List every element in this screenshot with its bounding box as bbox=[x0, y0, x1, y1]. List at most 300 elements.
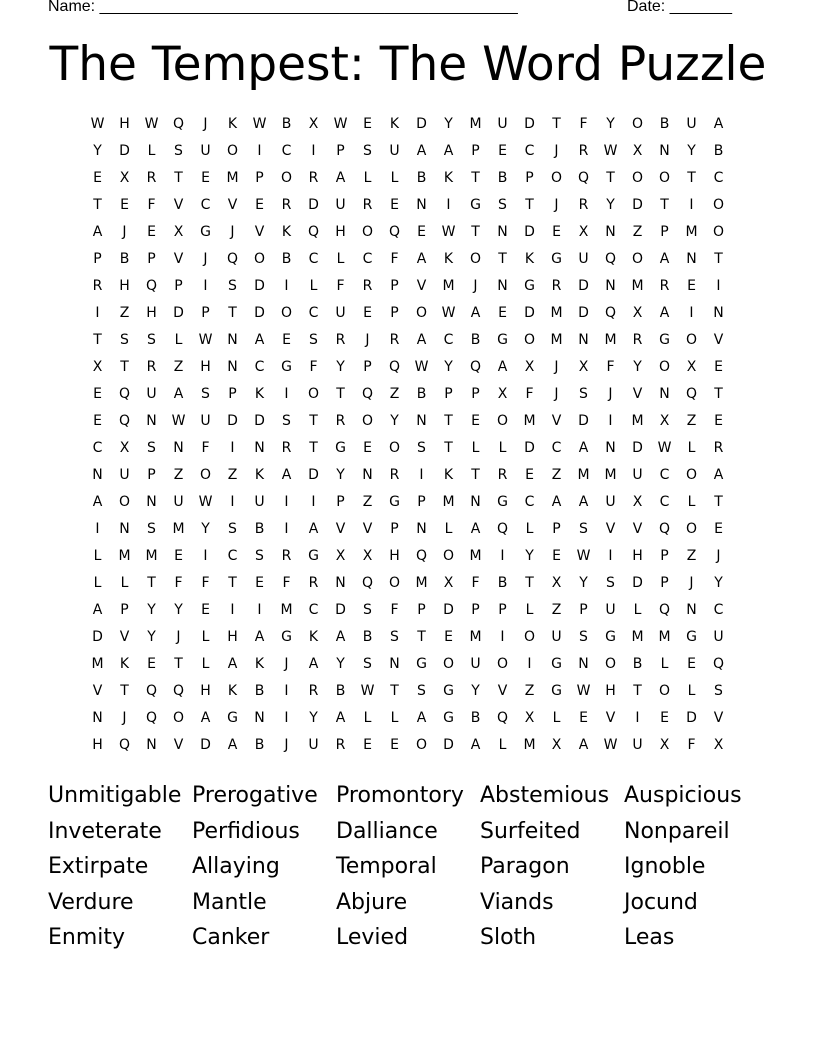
grid-letter[interactable]: Q bbox=[604, 251, 617, 267]
grid-letter[interactable]: O bbox=[496, 413, 509, 429]
grid-letter[interactable]: T bbox=[120, 683, 129, 699]
grid-letter[interactable]: N bbox=[605, 224, 616, 240]
grid-letter[interactable]: Q bbox=[145, 683, 158, 699]
grid-letter[interactable]: I bbox=[608, 413, 613, 429]
grid-letter[interactable]: V bbox=[605, 521, 616, 537]
grid-letter[interactable]: N bbox=[389, 656, 400, 672]
grid-letter[interactable]: X bbox=[362, 548, 373, 564]
grid-letter[interactable]: J bbox=[554, 359, 559, 375]
grid-letter[interactable]: P bbox=[390, 521, 399, 537]
grid-letter[interactable]: C bbox=[254, 359, 265, 375]
grid-letter[interactable]: O bbox=[442, 656, 455, 672]
grid-letter[interactable]: A bbox=[227, 737, 238, 753]
grid-letter[interactable]: B bbox=[497, 170, 508, 186]
grid-letter[interactable]: P bbox=[417, 494, 426, 510]
grid-letter[interactable]: B bbox=[416, 170, 427, 186]
grid-letter[interactable]: S bbox=[606, 575, 615, 591]
grid-letter[interactable]: P bbox=[255, 170, 264, 186]
grid-letter[interactable]: M bbox=[604, 467, 617, 483]
grid-letter[interactable]: O bbox=[550, 170, 563, 186]
grid-letter[interactable]: I bbox=[311, 143, 316, 159]
grid-letter[interactable]: I bbox=[257, 143, 262, 159]
grid-letter[interactable]: L bbox=[552, 710, 561, 726]
grid-letter[interactable]: G bbox=[281, 629, 292, 645]
grid-letter[interactable]: X bbox=[308, 116, 319, 132]
grid-letter[interactable]: O bbox=[712, 197, 725, 213]
grid-letter[interactable]: I bbox=[203, 548, 208, 564]
grid-letter[interactable]: E bbox=[498, 305, 507, 321]
grid-letter[interactable]: S bbox=[579, 629, 588, 645]
grid-letter[interactable]: O bbox=[361, 413, 374, 429]
grid-letter[interactable]: N bbox=[92, 467, 103, 483]
grid-letter[interactable]: P bbox=[336, 143, 345, 159]
grid-letter[interactable]: L bbox=[93, 575, 102, 591]
grid-letter[interactable]: U bbox=[335, 197, 346, 213]
grid-letter[interactable]: S bbox=[714, 683, 723, 699]
grid-letter[interactable]: Y bbox=[174, 602, 183, 618]
grid-letter[interactable]: B bbox=[362, 629, 373, 645]
grid-letter[interactable]: C bbox=[551, 440, 562, 456]
grid-letter[interactable]: O bbox=[685, 332, 698, 348]
grid-letter[interactable]: U bbox=[389, 143, 400, 159]
grid-letter[interactable]: K bbox=[443, 251, 454, 267]
grid-letter[interactable]: O bbox=[199, 467, 212, 483]
grid-letter[interactable]: L bbox=[390, 170, 399, 186]
grid-letter[interactable]: X bbox=[173, 224, 184, 240]
grid-letter[interactable]: V bbox=[632, 521, 643, 537]
grid-letter[interactable]: E bbox=[363, 305, 372, 321]
grid-letter[interactable]: M bbox=[91, 656, 104, 672]
grid-letter[interactable]: T bbox=[309, 440, 318, 456]
grid-letter[interactable]: Y bbox=[336, 467, 345, 483]
grid-letter[interactable]: M bbox=[550, 332, 563, 348]
grid-letter[interactable]: X bbox=[119, 170, 130, 186]
grid-letter[interactable]: S bbox=[579, 386, 588, 402]
grid-letter[interactable]: H bbox=[389, 548, 400, 564]
grid-letter[interactable]: D bbox=[524, 440, 535, 456]
grid-letter[interactable]: U bbox=[470, 656, 481, 672]
grid-letter[interactable]: C bbox=[713, 602, 724, 618]
grid-letter[interactable]: G bbox=[200, 224, 211, 240]
grid-letter[interactable]: R bbox=[335, 332, 346, 348]
grid-letter[interactable]: T bbox=[228, 575, 237, 591]
grid-letter[interactable]: O bbox=[631, 170, 644, 186]
grid-letter[interactable]: E bbox=[255, 197, 264, 213]
grid-letter[interactable]: P bbox=[660, 224, 669, 240]
grid-letter[interactable]: P bbox=[174, 278, 183, 294]
grid-letter[interactable]: V bbox=[632, 386, 643, 402]
grid-letter[interactable]: W bbox=[144, 116, 159, 132]
grid-letter[interactable]: Y bbox=[606, 197, 615, 213]
grid-letter[interactable]: V bbox=[92, 683, 103, 699]
grid-letter[interactable]: F bbox=[390, 251, 399, 267]
grid-letter[interactable]: Q bbox=[658, 602, 671, 618]
grid-letter[interactable]: Y bbox=[633, 359, 642, 375]
grid-letter[interactable]: S bbox=[201, 386, 210, 402]
grid-letter[interactable]: I bbox=[311, 494, 316, 510]
grid-letter[interactable]: I bbox=[500, 548, 505, 564]
grid-letter[interactable]: L bbox=[525, 521, 534, 537]
grid-letter[interactable]: A bbox=[659, 251, 670, 267]
grid-letter[interactable]: A bbox=[416, 710, 427, 726]
grid-letter[interactable]: Z bbox=[632, 224, 643, 240]
grid-letter[interactable]: X bbox=[92, 359, 103, 375]
grid-letter[interactable]: E bbox=[120, 197, 129, 213]
grid-letter[interactable]: M bbox=[469, 629, 482, 645]
grid-letter[interactable]: T bbox=[660, 197, 669, 213]
grid-letter[interactable]: A bbox=[578, 440, 589, 456]
grid-letter[interactable]: A bbox=[173, 386, 184, 402]
grid-letter[interactable]: W bbox=[198, 332, 213, 348]
grid-letter[interactable]: C bbox=[308, 305, 319, 321]
grid-letter[interactable]: D bbox=[578, 413, 589, 429]
grid-letter[interactable]: D bbox=[254, 413, 265, 429]
grid-letter[interactable]: T bbox=[471, 224, 480, 240]
grid-letter[interactable]: Z bbox=[551, 467, 562, 483]
grid-letter[interactable]: L bbox=[633, 602, 642, 618]
grid-letter[interactable]: I bbox=[203, 278, 208, 294]
grid-letter[interactable]: H bbox=[632, 548, 643, 564]
grid-letter[interactable]: Y bbox=[309, 710, 318, 726]
grid-letter[interactable]: D bbox=[173, 305, 184, 321]
grid-letter[interactable]: A bbox=[470, 737, 481, 753]
grid-letter[interactable]: P bbox=[471, 602, 480, 618]
grid-letter[interactable]: W bbox=[657, 440, 672, 456]
grid-letter[interactable]: O bbox=[280, 170, 293, 186]
grid-letter[interactable]: C bbox=[443, 332, 454, 348]
grid-letter[interactable]: Q bbox=[118, 386, 131, 402]
grid-letter[interactable]: O bbox=[658, 170, 671, 186]
grid-letter[interactable]: F bbox=[336, 278, 345, 294]
grid-letter[interactable]: D bbox=[632, 575, 643, 591]
grid-letter[interactable]: L bbox=[390, 710, 399, 726]
grid-letter[interactable]: N bbox=[416, 521, 427, 537]
grid-letter[interactable]: A bbox=[713, 116, 724, 132]
grid-letter[interactable]: P bbox=[498, 602, 507, 618]
grid-letter[interactable]: N bbox=[416, 413, 427, 429]
grid-letter[interactable]: K bbox=[308, 629, 319, 645]
grid-letter[interactable]: L bbox=[174, 332, 183, 348]
grid-letter[interactable]: D bbox=[308, 467, 319, 483]
grid-letter[interactable]: O bbox=[226, 143, 239, 159]
grid-letter[interactable]: M bbox=[280, 602, 293, 618]
grid-letter[interactable]: X bbox=[659, 737, 670, 753]
grid-letter[interactable]: T bbox=[633, 683, 642, 699]
grid-letter[interactable]: N bbox=[92, 710, 103, 726]
grid-letter[interactable]: V bbox=[605, 710, 616, 726]
grid-letter[interactable]: Q bbox=[658, 521, 671, 537]
grid-letter[interactable]: V bbox=[497, 683, 508, 699]
grid-letter[interactable]: U bbox=[713, 629, 724, 645]
grid-letter[interactable]: L bbox=[498, 737, 507, 753]
grid-letter[interactable]: N bbox=[470, 494, 481, 510]
grid-letter[interactable]: R bbox=[632, 332, 643, 348]
grid-letter[interactable]: T bbox=[471, 170, 480, 186]
grid-letter[interactable]: O bbox=[118, 494, 131, 510]
grid-letter[interactable]: B bbox=[632, 656, 643, 672]
grid-letter[interactable]: V bbox=[173, 197, 184, 213]
grid-letter[interactable]: G bbox=[686, 629, 697, 645]
grid-letter[interactable]: R bbox=[146, 170, 157, 186]
grid-letter[interactable]: L bbox=[93, 548, 102, 564]
grid-letter[interactable]: O bbox=[523, 332, 536, 348]
grid-letter[interactable]: A bbox=[416, 332, 427, 348]
grid-letter[interactable]: I bbox=[230, 602, 235, 618]
grid-letter[interactable]: B bbox=[254, 737, 265, 753]
grid-letter[interactable]: I bbox=[446, 197, 451, 213]
grid-letter[interactable]: Y bbox=[579, 575, 588, 591]
grid-letter[interactable]: E bbox=[714, 521, 723, 537]
grid-letter[interactable]: T bbox=[606, 170, 615, 186]
grid-letter[interactable]: U bbox=[335, 305, 346, 321]
grid-letter[interactable]: X bbox=[659, 413, 670, 429]
grid-letter[interactable]: P bbox=[471, 386, 480, 402]
grid-letter[interactable]: X bbox=[632, 494, 643, 510]
grid-letter[interactable]: V bbox=[713, 332, 724, 348]
grid-letter[interactable]: A bbox=[254, 332, 265, 348]
grid-letter[interactable]: H bbox=[146, 305, 157, 321]
grid-letter[interactable]: A bbox=[227, 656, 238, 672]
grid-letter[interactable]: V bbox=[416, 278, 427, 294]
grid-letter[interactable]: N bbox=[416, 197, 427, 213]
grid-letter[interactable]: Y bbox=[336, 656, 345, 672]
grid-letter[interactable]: K bbox=[119, 656, 130, 672]
grid-letter[interactable]: W bbox=[252, 116, 267, 132]
grid-letter[interactable]: K bbox=[443, 467, 454, 483]
grid-letter[interactable]: R bbox=[713, 440, 724, 456]
grid-letter[interactable]: X bbox=[632, 305, 643, 321]
grid-letter[interactable]: I bbox=[689, 197, 694, 213]
grid-letter[interactable]: B bbox=[470, 710, 481, 726]
grid-letter[interactable]: I bbox=[284, 683, 289, 699]
grid-letter[interactable]: Q bbox=[172, 116, 185, 132]
grid-letter[interactable]: A bbox=[92, 224, 103, 240]
grid-letter[interactable]: L bbox=[525, 602, 534, 618]
grid-letter[interactable]: I bbox=[284, 710, 289, 726]
grid-letter[interactable]: X bbox=[524, 710, 535, 726]
grid-letter[interactable]: M bbox=[226, 170, 239, 186]
grid-letter[interactable]: W bbox=[90, 116, 105, 132]
grid-letter[interactable]: E bbox=[93, 386, 102, 402]
grid-letter[interactable]: T bbox=[525, 197, 534, 213]
grid-letter[interactable]: T bbox=[174, 656, 183, 672]
grid-letter[interactable]: A bbox=[470, 305, 481, 321]
grid-letter[interactable]: Z bbox=[686, 548, 697, 564]
grid-letter[interactable]: L bbox=[444, 521, 453, 537]
grid-letter[interactable]: I bbox=[95, 521, 100, 537]
grid-letter[interactable]: N bbox=[146, 413, 157, 429]
grid-letter[interactable]: M bbox=[631, 278, 644, 294]
grid-letter[interactable]: E bbox=[660, 710, 669, 726]
grid-letter[interactable]: U bbox=[632, 737, 643, 753]
grid-letter[interactable]: C bbox=[92, 440, 103, 456]
grid-letter[interactable]: X bbox=[497, 386, 508, 402]
grid-letter[interactable]: T bbox=[336, 386, 345, 402]
grid-letter[interactable]: V bbox=[362, 521, 373, 537]
grid-letter[interactable]: Y bbox=[147, 629, 156, 645]
grid-letter[interactable]: O bbox=[388, 440, 401, 456]
grid-letter[interactable]: R bbox=[146, 359, 157, 375]
grid-letter[interactable]: S bbox=[228, 521, 237, 537]
grid-letter[interactable]: O bbox=[415, 737, 428, 753]
grid-letter[interactable]: W bbox=[441, 224, 456, 240]
grid-letter[interactable]: N bbox=[335, 575, 346, 591]
grid-letter[interactable]: U bbox=[119, 467, 130, 483]
grid-letter[interactable]: S bbox=[579, 521, 588, 537]
grid-letter[interactable]: M bbox=[442, 278, 455, 294]
grid-letter[interactable]: N bbox=[146, 737, 157, 753]
grid-letter[interactable]: I bbox=[419, 467, 424, 483]
grid-letter[interactable]: Z bbox=[173, 359, 184, 375]
grid-letter[interactable]: M bbox=[577, 467, 590, 483]
grid-letter[interactable]: O bbox=[172, 710, 185, 726]
grid-letter[interactable]: P bbox=[363, 359, 372, 375]
grid-letter[interactable]: L bbox=[201, 629, 210, 645]
grid-letter[interactable]: N bbox=[659, 143, 670, 159]
grid-letter[interactable]: D bbox=[578, 278, 589, 294]
grid-letter[interactable]: O bbox=[658, 683, 671, 699]
grid-letter[interactable]: C bbox=[524, 143, 535, 159]
grid-letter[interactable]: O bbox=[361, 224, 374, 240]
grid-letter[interactable]: T bbox=[687, 170, 696, 186]
grid-letter[interactable]: K bbox=[389, 116, 400, 132]
grid-letter[interactable]: U bbox=[200, 413, 211, 429]
grid-letter[interactable]: C bbox=[362, 251, 373, 267]
grid-letter[interactable]: J bbox=[176, 629, 181, 645]
grid-letter[interactable]: Y bbox=[201, 521, 210, 537]
grid-letter[interactable]: E bbox=[687, 278, 696, 294]
grid-letter[interactable]: U bbox=[254, 494, 265, 510]
grid-letter[interactable]: P bbox=[147, 251, 156, 267]
grid-letter[interactable]: J bbox=[554, 143, 559, 159]
grid-letter[interactable]: A bbox=[308, 521, 319, 537]
grid-letter[interactable]: Z bbox=[551, 602, 562, 618]
grid-letter[interactable]: E bbox=[390, 197, 399, 213]
grid-letter[interactable]: M bbox=[631, 413, 644, 429]
grid-letter[interactable]: E bbox=[201, 170, 210, 186]
grid-letter[interactable]: Q bbox=[145, 278, 158, 294]
grid-letter[interactable]: M bbox=[685, 224, 698, 240]
grid-letter[interactable]: P bbox=[444, 386, 453, 402]
grid-letter[interactable]: N bbox=[686, 602, 697, 618]
grid-letter[interactable]: A bbox=[92, 602, 103, 618]
grid-letter[interactable]: R bbox=[578, 143, 589, 159]
grid-letter[interactable]: P bbox=[417, 602, 426, 618]
grid-letter[interactable]: D bbox=[335, 602, 346, 618]
grid-letter[interactable]: I bbox=[284, 521, 289, 537]
grid-letter[interactable]: K bbox=[281, 224, 292, 240]
grid-letter[interactable]: Y bbox=[390, 413, 399, 429]
grid-letter[interactable]: R bbox=[659, 278, 670, 294]
grid-letter[interactable]: D bbox=[524, 116, 535, 132]
grid-letter[interactable]: Q bbox=[118, 413, 131, 429]
grid-letter[interactable]: E bbox=[147, 656, 156, 672]
grid-letter[interactable]: H bbox=[92, 737, 103, 753]
grid-letter[interactable]: M bbox=[172, 521, 185, 537]
grid-letter[interactable]: R bbox=[335, 413, 346, 429]
grid-letter[interactable]: A bbox=[281, 467, 292, 483]
grid-letter[interactable]: P bbox=[336, 494, 345, 510]
grid-letter[interactable]: C bbox=[524, 494, 535, 510]
grid-letter[interactable]: Y bbox=[444, 359, 453, 375]
grid-letter[interactable]: Q bbox=[226, 251, 239, 267]
grid-letter[interactable]: R bbox=[335, 737, 346, 753]
grid-letter[interactable]: L bbox=[498, 440, 507, 456]
grid-letter[interactable]: B bbox=[281, 251, 292, 267]
grid-letter[interactable]: K bbox=[254, 386, 265, 402]
grid-letter[interactable]: T bbox=[228, 305, 237, 321]
grid-letter[interactable]: Z bbox=[119, 305, 130, 321]
grid-letter[interactable]: T bbox=[147, 575, 156, 591]
grid-letter[interactable]: N bbox=[686, 251, 697, 267]
grid-letter[interactable]: T bbox=[93, 197, 102, 213]
grid-letter[interactable]: P bbox=[93, 251, 102, 267]
grid-letter[interactable]: C bbox=[308, 602, 319, 618]
grid-letter[interactable]: C bbox=[659, 494, 670, 510]
grid-letter[interactable]: Q bbox=[118, 737, 131, 753]
grid-letter[interactable]: N bbox=[227, 332, 238, 348]
grid-letter[interactable]: W bbox=[576, 548, 591, 564]
grid-letter[interactable]: R bbox=[497, 467, 508, 483]
grid-letter[interactable]: D bbox=[254, 278, 265, 294]
grid-letter[interactable]: G bbox=[497, 494, 508, 510]
grid-letter[interactable]: B bbox=[281, 116, 292, 132]
grid-letter[interactable]: N bbox=[497, 224, 508, 240]
grid-letter[interactable]: H bbox=[227, 629, 238, 645]
grid-letter[interactable]: Y bbox=[336, 359, 345, 375]
grid-letter[interactable]: W bbox=[414, 359, 429, 375]
grid-letter[interactable]: T bbox=[471, 467, 480, 483]
grid-letter[interactable]: Z bbox=[389, 386, 400, 402]
grid-letter[interactable]: E bbox=[147, 224, 156, 240]
grid-letter[interactable]: Z bbox=[173, 467, 184, 483]
grid-letter[interactable]: E bbox=[498, 143, 507, 159]
grid-letter[interactable]: Q bbox=[577, 170, 590, 186]
grid-letter[interactable]: Q bbox=[361, 575, 374, 591]
grid-letter[interactable]: S bbox=[228, 278, 237, 294]
grid-letter[interactable]: B bbox=[470, 332, 481, 348]
grid-letter[interactable]: O bbox=[280, 305, 293, 321]
grid-letter[interactable]: I bbox=[284, 278, 289, 294]
grid-letter[interactable]: E bbox=[471, 413, 480, 429]
grid-letter[interactable]: T bbox=[444, 440, 453, 456]
grid-letter[interactable]: N bbox=[497, 278, 508, 294]
grid-letter[interactable]: A bbox=[335, 710, 346, 726]
grid-letter[interactable]: J bbox=[554, 386, 559, 402]
grid-letter[interactable]: Z bbox=[686, 413, 697, 429]
grid-letter[interactable]: Q bbox=[145, 710, 158, 726]
grid-letter[interactable]: M bbox=[442, 494, 455, 510]
grid-letter[interactable]: F bbox=[390, 602, 399, 618]
grid-letter[interactable]: P bbox=[660, 575, 669, 591]
grid-letter[interactable]: E bbox=[390, 737, 399, 753]
grid-letter[interactable]: D bbox=[578, 305, 589, 321]
grid-letter[interactable]: L bbox=[471, 440, 480, 456]
grid-letter[interactable]: E bbox=[174, 548, 183, 564]
grid-letter[interactable]: J bbox=[689, 575, 694, 591]
grid-letter[interactable]: U bbox=[200, 143, 211, 159]
grid-letter[interactable]: J bbox=[473, 278, 478, 294]
grid-letter[interactable]: E bbox=[579, 710, 588, 726]
grid-letter[interactable]: H bbox=[200, 683, 211, 699]
grid-letter[interactable]: Q bbox=[388, 224, 401, 240]
grid-letter[interactable]: M bbox=[550, 305, 563, 321]
grid-letter[interactable]: I bbox=[527, 656, 532, 672]
grid-letter[interactable]: D bbox=[416, 116, 427, 132]
grid-letter[interactable]: Z bbox=[524, 683, 535, 699]
grid-letter[interactable]: Q bbox=[361, 386, 374, 402]
grid-letter[interactable]: F bbox=[201, 440, 210, 456]
